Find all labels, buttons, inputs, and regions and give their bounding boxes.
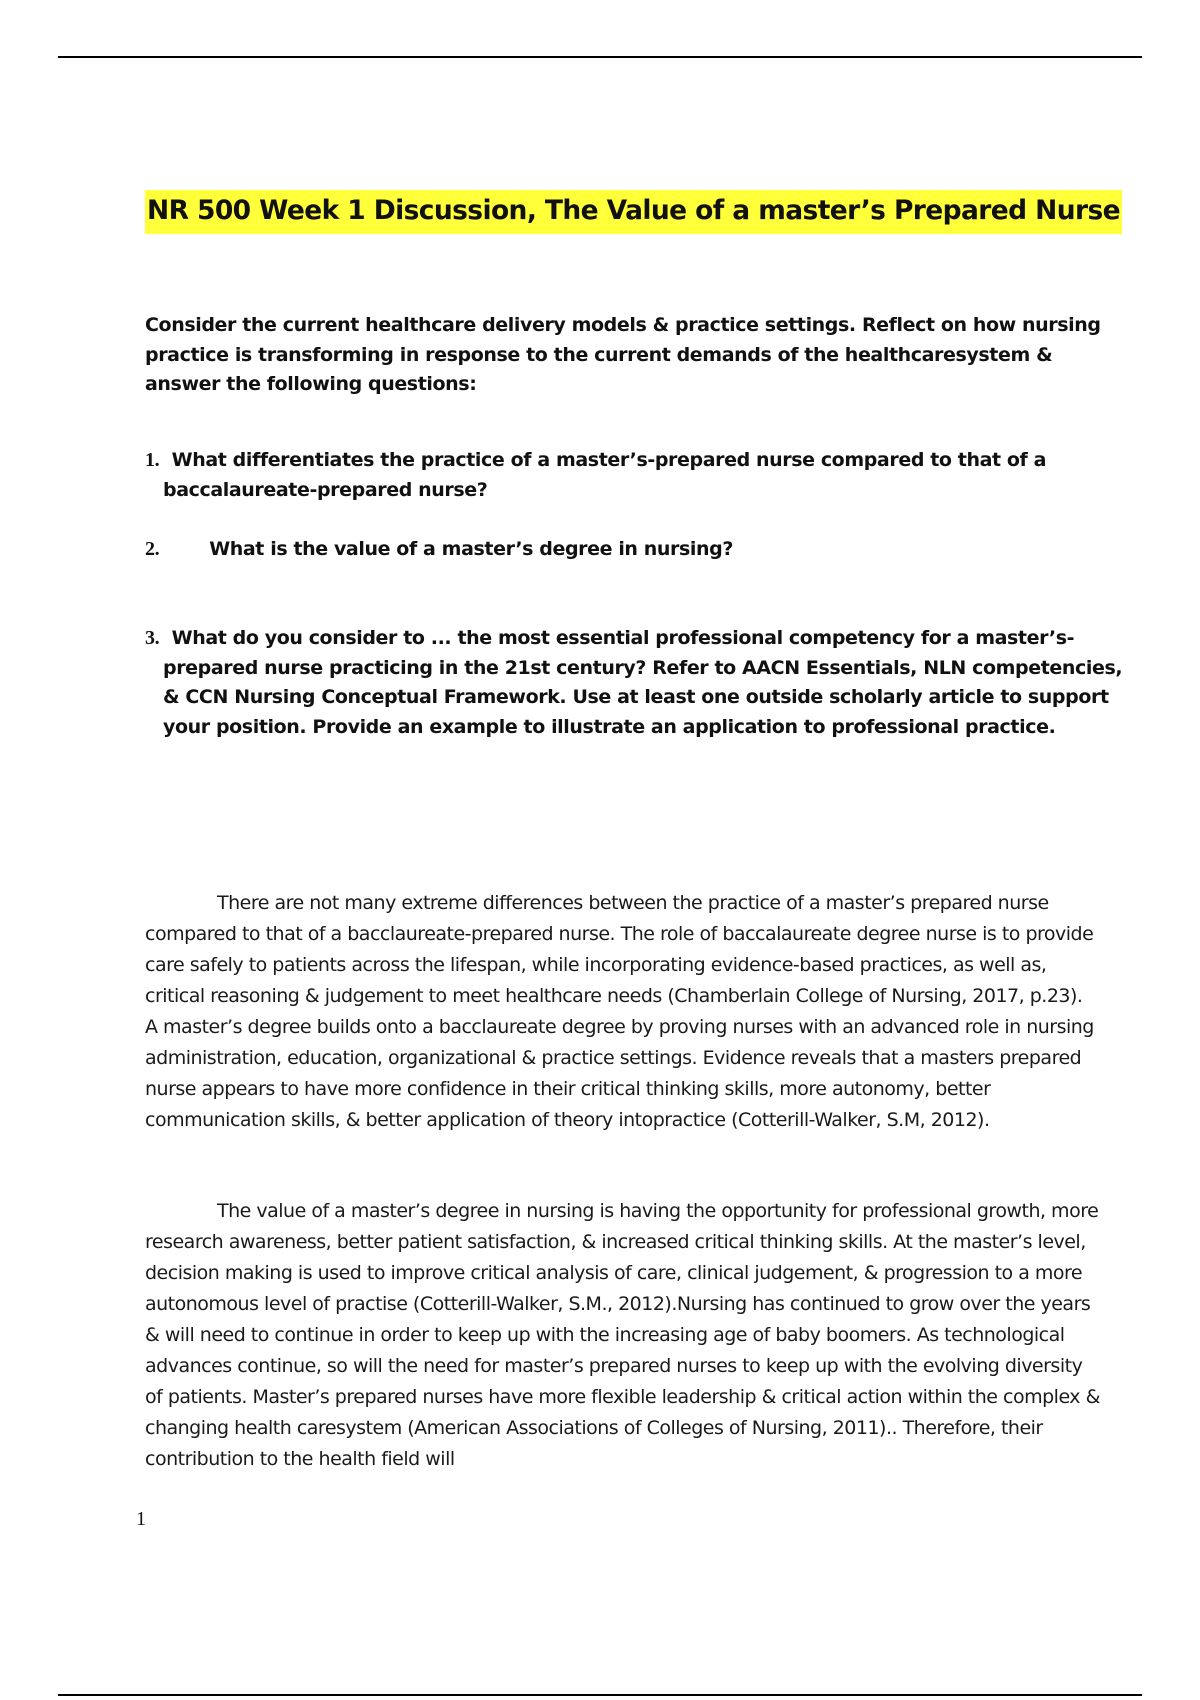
question-3-number: 3. — [145, 627, 160, 649]
discussion-prompt: Consider the current healthcare delivery models & practice settings. Reflect on how nursing practice is transforming in response to the current demands of the healthcaresystem & answer the following questions: — [145, 314, 1101, 395]
question-3-text: What do you consider to ... the most essential professional competency for a master’s-prepared nurse practicing in the 21st century? Refer to AACN Essentials, NLN competencies, & CCN Nursing Conceptual Framework. Use at least one outside scholarly article to support your position. Provide an example to illustrate an application to professional practice. — [163, 627, 1123, 738]
response-paragraph-1: There are not many extreme differences between the practice of a master’s prepared nurse compared to that of a bacclaureate-prepared nurse. The role of baccalaureate degree nurse is to provide care safely to patients across the lifespan, while incorporating evidence-based practices, as well as, critical reasoning & judgement to meet healthcare needs (Chamberlain College of Nursing, 2017, p.23). A master’s degree builds onto a bacclaureate degree by proving nurses with an advanced role in nursing administration, education, organizational & practice settings. Evidence reveals that a masters prepared nurse appears to have more confidence in their critical thinking skills, more autonomy, better communication skills, & better application of theory intopractice (Cotterill-Walker, S.M, 2012). — [145, 892, 1094, 1131]
bottom-rule — [58, 1694, 1142, 1696]
question-3 — [145, 624, 1123, 742]
question-2-text: What is the value of a master’s degree in nursing? — [209, 538, 733, 560]
question-1 — [145, 446, 1123, 505]
question-1-number: 1. — [145, 449, 160, 471]
document-title: NR 500 Week 1 Discussion, The Value of a master’s Prepared Nurse — [145, 190, 1122, 234]
question-1-text: What differentiates the practice of a master’s-prepared nurse compared to that of a baccalaureate-prepared nurse? — [163, 449, 1047, 501]
response-paragraph-2: The value of a master’s degree in nursing is having the opportunity for professional growth, more research awareness, better patient satisfaction, & increased critical thinking skills. At the master’s level, decision making is used to improve critical analysis of care, clinical judgement, & progression to a more autonomous level of practise (Cotterill-Walker, S.M., 2012).Nursing has continued to grow over the years & will need to continue in order to keep up with the increasing age of baby boomers. As technological advances continue, so will the need for master’s prepared nurses to keep up with the evolving diversity of patients. Master’s prepared nurses have more flexible leadership & critical action within the complex & changing health caresystem (American Associations of Colleges of Nursing, 2011).. Therefore, their contribution to the health field will — [145, 1200, 1100, 1470]
question-2 — [145, 535, 1105, 565]
top-rule — [58, 56, 1142, 58]
question-2-number: 2. — [145, 538, 160, 560]
page-number: 1 — [136, 1508, 146, 1530]
